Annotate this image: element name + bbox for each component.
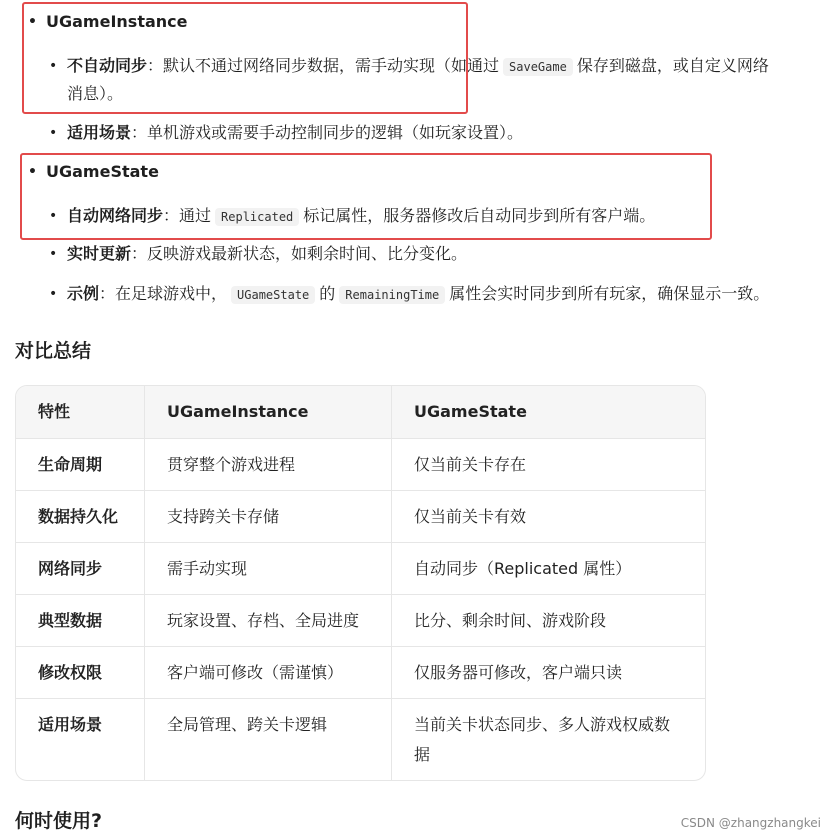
text-no-auto-sync-a: ：默认不通过网络同步数据，需手动实现（如通过 bbox=[147, 56, 500, 75]
section-title-ugamestate: UGameState bbox=[46, 162, 159, 181]
table-cell-feature: 生命周期 bbox=[16, 438, 145, 490]
label-scenario-instance: 适用场景 bbox=[67, 123, 132, 142]
bullet-dot: • bbox=[49, 58, 58, 74]
bullet-dot: • bbox=[28, 164, 37, 180]
label-auto-sync: 自动网络同步 bbox=[67, 206, 164, 225]
bullet-dot: • bbox=[49, 125, 58, 141]
table-cell-feature: 适用场景 bbox=[16, 698, 145, 781]
table-cell-ugameinstance: 玩家设置、存档、全局进度 bbox=[145, 594, 392, 646]
table-row bbox=[16, 542, 705, 594]
text-realtime: ：反映游戏最新状态，如剩余时间、比分变化。 bbox=[131, 244, 468, 263]
table-cell-ugameinstance: 支持跨关卡存储 bbox=[145, 490, 392, 542]
bullet-scenario-instance bbox=[49, 119, 524, 147]
section-title-ugameinstance: UGameInstance bbox=[46, 12, 188, 31]
bullet-dot: • bbox=[49, 286, 58, 302]
text-example-b: 的 bbox=[319, 284, 336, 303]
table-cell-ugamestate: 仅当前关卡存在 bbox=[392, 438, 706, 490]
table-cell-ugameinstance: 贯穿整个游戏进程 bbox=[145, 438, 392, 490]
bullet-no-auto-sync bbox=[49, 52, 769, 81]
table-row bbox=[16, 698, 705, 781]
label-no-auto-sync: 不自动同步 bbox=[67, 56, 148, 75]
heading-when-to-use: 何时使用? bbox=[15, 810, 103, 832]
table-cell-ugamestate: 仅当前关卡有效 bbox=[392, 490, 706, 542]
bullet-dot: • bbox=[28, 14, 37, 30]
table-row bbox=[16, 490, 705, 542]
table-cell-ugamestate: 仅服务器可修改，客户端只读 bbox=[392, 646, 706, 698]
table-cell-ugamestate: 比分、剩余时间、游戏阶段 bbox=[392, 594, 706, 646]
code-ugamestate: UGameState bbox=[231, 286, 315, 304]
table-header-row bbox=[16, 386, 705, 438]
bullet-realtime bbox=[49, 240, 468, 268]
bullet-ugameinstance bbox=[28, 8, 188, 36]
table-row bbox=[16, 594, 705, 646]
heading-comparison: 对比总结 bbox=[15, 340, 92, 362]
table-cell-ugameinstance: 全局管理、跨关卡逻辑 bbox=[145, 698, 392, 781]
table-row bbox=[16, 438, 705, 490]
table-cell-feature: 修改权限 bbox=[16, 646, 145, 698]
text-no-auto-sync-b: 保存到磁盘，或自定义网络 bbox=[576, 56, 769, 75]
bullet-auto-sync bbox=[49, 202, 656, 231]
column-header-ugameinstance: UGameInstance bbox=[145, 386, 392, 438]
text-auto-sync-b: 标记属性，服务器修改后自动同步到所有客户端。 bbox=[303, 206, 656, 225]
label-realtime: 实时更新 bbox=[67, 244, 132, 263]
table-cell-feature: 典型数据 bbox=[16, 594, 145, 646]
bullet-dot: • bbox=[49, 208, 58, 224]
table-row bbox=[16, 646, 705, 698]
text-scenario-instance: ：单机游戏或需要手动控制同步的逻辑（如玩家设置）。 bbox=[131, 123, 524, 142]
table-cell-feature: 数据持久化 bbox=[16, 490, 145, 542]
table-cell-ugamestate: 自动同步（Replicated 属性） bbox=[392, 542, 706, 594]
comparison-table bbox=[16, 386, 705, 781]
label-example: 示例 bbox=[67, 284, 100, 303]
bullet-dot: • bbox=[49, 246, 58, 262]
text-example-c: 属性会实时同步到所有玩家，确保显示一致。 bbox=[449, 284, 770, 303]
text-auto-sync-a: ：通过 bbox=[163, 206, 212, 225]
code-replicated: Replicated bbox=[215, 208, 299, 226]
text-example-a: ：在足球游戏中， bbox=[99, 284, 228, 303]
bullet-ugamestate bbox=[28, 158, 159, 186]
comparison-table-wrapper bbox=[15, 385, 706, 781]
column-header-ugamestate: UGameState bbox=[392, 386, 706, 438]
table-cell-feature: 网络同步 bbox=[16, 542, 145, 594]
code-remainingtime: RemainingTime bbox=[339, 286, 445, 304]
table-cell-ugamestate: 当前关卡状态同步、多人游戏权威数据 bbox=[414, 714, 671, 764]
table-cell-ugameinstance: 需手动实现 bbox=[145, 542, 392, 594]
text-no-auto-sync-c: 消息）。 bbox=[67, 84, 124, 103]
code-savegame: SaveGame bbox=[503, 58, 573, 76]
table-cell-ugameinstance: 客户端可修改（需谨慎） bbox=[145, 646, 392, 698]
watermark: CSDN @zhangzhangkei bbox=[680, 816, 821, 830]
bullet-no-auto-sync-continued bbox=[67, 80, 123, 108]
column-header-feature: 特性 bbox=[16, 386, 145, 438]
bullet-example bbox=[49, 280, 770, 309]
